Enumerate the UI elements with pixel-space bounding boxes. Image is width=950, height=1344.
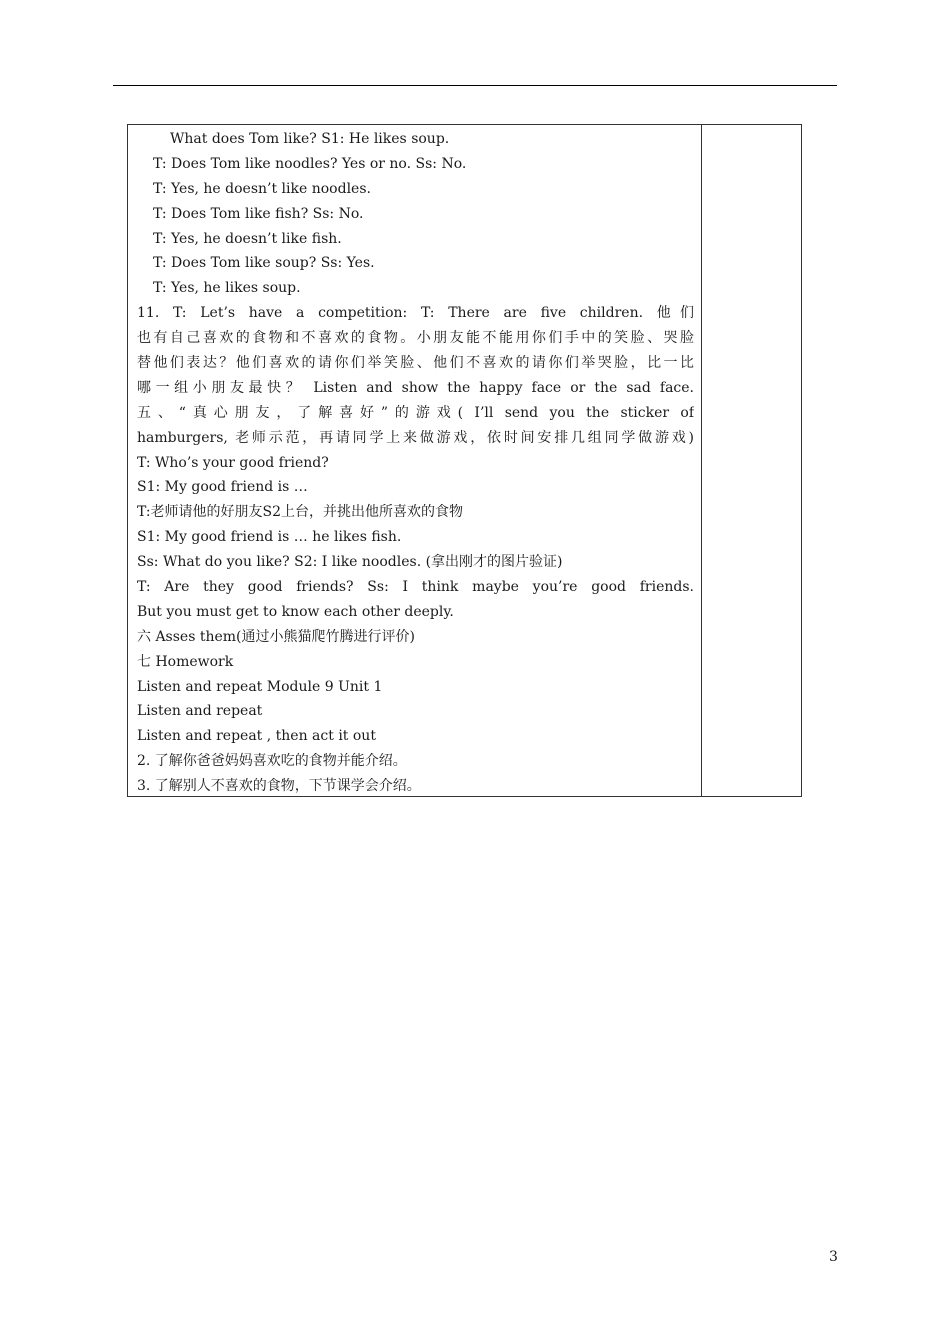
text-line: 3. 了解别人不喜欢的食物，下节课学会介绍。 [137,778,421,795]
text-line: 11. T: Let’s have a competition: T: There are five children. 他们 [137,305,694,322]
text-line: S1: My good friend is … he likes fish. [137,529,402,546]
text-line: T: Does Tom like noodles? Yes or no. Ss: No. [153,155,467,172]
text-line: 七 Homework [137,653,234,670]
text-line: Listen and repeat [137,703,263,720]
text-line: S1: My good friend is … [137,479,308,496]
text-line: T: Yes, he likes soup. [153,280,301,297]
lesson-content-cell [137,127,694,799]
text-line: T: Yes, he doesn’t like noodles. [153,180,371,197]
text-line: T: Yes, he doesn’t like fish. [153,230,342,247]
text-line: What does Tom like? S1: He likes soup. [170,131,450,147]
column-divider [701,125,702,796]
text-line: 六 Asses them(通过小熊猫爬竹腾进行评价) [137,628,415,645]
text-line: hamburgers, 老师示范，再请同学上来做游戏，依时间安排几组同学做游戏) [137,429,694,446]
lesson-table [127,124,802,797]
page-number: 3 [829,1249,838,1265]
text-line: 也有自己喜欢的食物和不喜欢的食物。小朋友能不能用你们手中的笑脸、哭脸 [137,330,694,347]
text-line: T: Does Tom like fish? Ss: No. [153,205,364,222]
text-line: But you must get to know each other deeply. [137,603,454,620]
text-line: Ss: What do you like? S2: I like noodles. (拿出刚才的图片验证) [137,554,563,571]
text-line: T:老师请他的好朋友S2上台，并挑出他所喜欢的食物 [137,504,464,521]
text-line: T: Who’s your good friend? [137,454,329,471]
text-line: T: Are they good friends? Ss: I think maybe you’re good friends. [137,579,694,596]
header-rule [113,85,837,86]
text-line: Listen and repeat , then act it out [137,728,376,745]
text-line: 替他们表达？他们喜欢的请你们举笑脸、他们不喜欢的请你们举哭脸，比一比 [137,355,694,372]
text-line: 五、“真心朋友，了解喜好”的游戏( I’ll send you the sticker of [137,404,694,421]
text-line: 哪一组小朋友最快？ Listen and show the happy face or the sad face. [137,379,694,396]
text-line: Listen and repeat Module 9 Unit 1 [137,678,383,695]
text-line: T: Does Tom like soup? Ss: Yes. [153,255,375,272]
text-line: 2. 了解你爸爸妈妈喜欢吃的食物并能介绍。 [137,753,407,770]
